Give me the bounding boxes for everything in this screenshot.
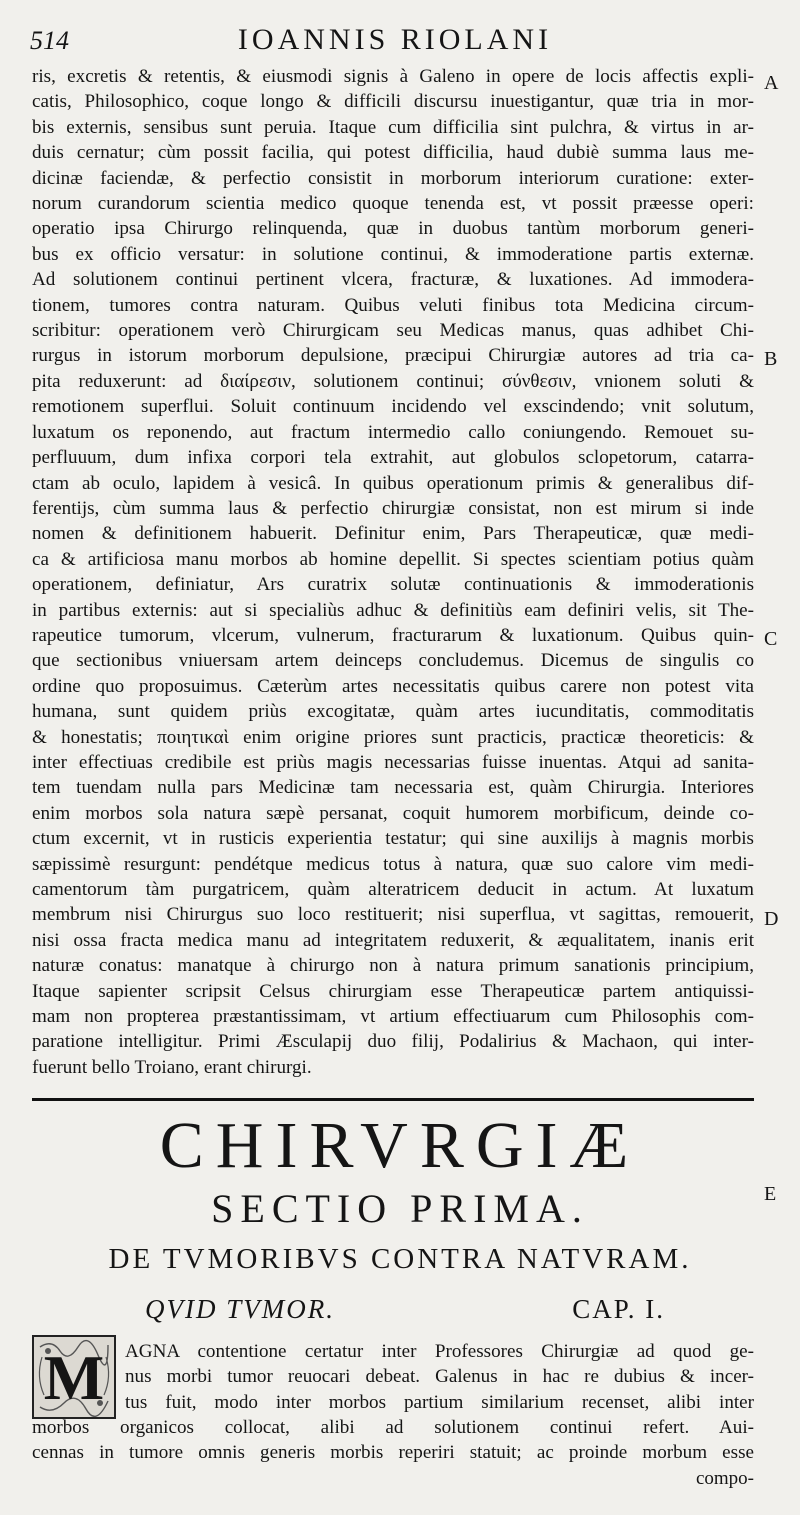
text-line: camentorum tàm purgatricem, quàm alteratricem deducit in actum. At luxatum: [32, 879, 754, 900]
text-line: nisi ossa fracta medica manu ad integritatem reduxerit, & æqualitatem, inanis erit: [32, 929, 754, 951]
text-line: tem tuendam nulla pars Medicinæ tam necessaria est, quàm Chirurgia. Interiores: [32, 777, 754, 799]
text-line: Itaque sapienter scripsit Celsus chirurgiam esse Therapeuticæ partem antiquissi-: [32, 980, 754, 1002]
text-line: pita reduxerunt: ad διαίρεσιν, solutionem continui; σύνθεσιν, vnionem soluti &: [32, 370, 754, 392]
text-line: duis cernatur; cùm possit facilia, qui potest difficilia, haud dubiè summa laus me-: [32, 142, 754, 164]
text-line: ferentijs, cùm summa laus & perfectio chirurgiæ consistat, non est mirum si inde: [32, 497, 754, 519]
section-title: CHIRVRGIÆ: [159, 1109, 641, 1182]
text-line: fuerunt bello Troiano, erant chirurgi.: [32, 1056, 312, 1078]
text-line: sæpissimè resurgunt: pendétque medicus totus à natura, quæ suo calore vim medi-: [32, 853, 754, 875]
text-line: tionem, tumores contra naturam. Quibus veluti finibus tota Medicina circum-: [32, 294, 754, 316]
text-line: tus fuit, modo inter morbos partium similarium recenset, alibi inter: [125, 1391, 754, 1413]
margin-letter-c: C: [764, 628, 778, 650]
text-line: ca & artificiosa manu morbos ab homine depellit. Si spectes scientiam potius quàm: [32, 548, 754, 570]
text-line: remotionem superflui. Soluit continuum incidendo vel exscindendo; vnit solutum,: [32, 396, 754, 418]
text-line: ctum excernit, vt in rusticis experientia testatur; qui sine auxilijs à magnis morbis: [32, 828, 754, 850]
decorated-drop-cap: [32, 1335, 116, 1419]
section-heading: DE TVMORIBVS CONTRA NATVRAM.: [108, 1243, 692, 1275]
running-head: IOANNIS RIOLANI: [237, 23, 553, 56]
text-line: operatio ipsa Chirurgo relinquenda, quæ in duobus tantùm morborum generi-: [32, 218, 754, 240]
section-divider-rule: [32, 1098, 754, 1101]
text-line: perfluuum, dum infixa corpori tela extrahit, aut globulos sclopetorum, catarra-: [32, 447, 754, 469]
main-paragraph: [32, 64, 754, 1080]
text-line: enim morbos sola natura sæpè persanat, coquit humorem morbificum, deinde co-: [32, 802, 754, 824]
margin-letter-a: A: [764, 72, 779, 94]
text-line: in partibus externis: aut si specialiùs adhuc & definitiùs eam definiri velis, sit The-: [32, 599, 754, 621]
text-line: mam non propterea præstantissimam, vt artium effectiuarum cum Philosophis com-: [32, 1006, 754, 1028]
chapter-continuation-lines: [32, 1415, 754, 1466]
text-line: catis, Philosophico, coque longo & difficili discursu inuestigantur, quæ tria in mor-: [32, 91, 754, 113]
text-line: cennas in tumore omnis generis morbis reperiri statuit; ac proinde morbum esse: [32, 1442, 754, 1464]
margin-letter-d: D: [764, 908, 779, 930]
text-line: scribitur: operationem verò Chirurgicam seu Medicas manus, quas adhibet Chi-: [32, 320, 754, 342]
text-line: naturæ conatus: manatque à chirurgo non à natura primum sanationis principium,: [32, 955, 754, 977]
chapter-number: CAP. I.: [572, 1294, 665, 1324]
text-line: bis externis, sensibus sunt peruia. Itaque cum difficilia sint pulchra, & virtus in ar-: [32, 116, 754, 138]
text-line: que sectionibus vniuersam artem deinceps concludemus. Dicemus de singulis co: [32, 650, 754, 672]
text-line: paratione intelligitur. Primi Æsculapij duo filij, Podalirius & Machaon, qui inter-: [32, 1031, 754, 1053]
text-line: ris, excretis & retentis, & eiusmodi signis à Galeno in opere de locis affectis expli-: [32, 66, 754, 87]
text-line: rapeutice tumorum, vlcerum, vulnerum, fracturarum & luxationum. Quibus quin-: [32, 624, 754, 646]
section-subtitle: SECTIO PRIMA.: [211, 1186, 589, 1231]
text-line: inter effectiuas credibile est priùs magis necessarias fuisse inuentas. Atqui ad sanita-: [32, 751, 754, 773]
text-line: nus morbi tumor reuocari debeat. Galenus in hac re dubius & incer-: [125, 1366, 754, 1388]
text-line: bus ex officio versatur: in solutione continui, & immoderatione partis externæ.: [32, 243, 754, 265]
catchword: compo-: [695, 1468, 754, 1489]
text-line: morbos organicos collocat, alibi ad solutionem continui refert. Aui-: [32, 1417, 754, 1438]
text-line: ordine quo proposuimus. Cæterùm artes necessitatis quibus carere non potest vita: [32, 675, 754, 697]
text-line: membrum nisi Chirurgus suo loco restituerit; nisi superflua, vt sagittas, remouerit,: [32, 904, 754, 926]
margin-letter-b: B: [764, 348, 778, 370]
page-number: 514: [30, 26, 69, 55]
text-line: Ad solutionem continui pertinent vlcera, fracturæ, & luxationes. Ad immodera-: [32, 269, 754, 291]
text-line: & honestatis; ποιητικαὶ enim origine priores sunt practicis, practicæ theoreticis: &: [32, 726, 754, 748]
text-line: AGNA contentione certatur inter Professores Chirurgiæ ad quod ge-: [125, 1341, 754, 1362]
text-line: humana, sunt quidem priùs excogitatæ, quàm artes iucunditatis, commoditatis: [32, 701, 754, 723]
page-header: [30, 18, 760, 68]
drop-cap-letter: M: [43, 1342, 105, 1413]
chapter-title: QVID TVMOR.: [145, 1294, 335, 1324]
chapter-heading: [145, 1294, 665, 1334]
text-line: norum curandorum scientia medico quoque tenenda est, vt possit præesse operi:: [32, 193, 754, 215]
text-line: operationem, definiatur, Ars curatrix solutæ continuationis & immoderationis: [32, 574, 754, 596]
text-line: rurgus in istorum morborum depulsione, præcipui Chirurgiæ autores ad tria ca-: [32, 345, 754, 367]
margin-letter-e: E: [764, 1183, 777, 1205]
text-line: luxatum os reponendo, aut fractum intermedio callo coniungendo. Remouet su-: [32, 421, 754, 443]
text-line: ctam ab oculo, lapidem à vesicâ. In quibus operationum primis & generalibus dif-: [32, 472, 754, 494]
chapter-opening-lines: [125, 1339, 754, 1415]
text-line: dicinæ faciendæ, & perfectio consistit in morborum interiorum curatione: exter-: [32, 167, 754, 189]
text-line: nomen & definitionem habuerit. Definitur enim, Pars Therapeuticæ, quæ medi-: [32, 523, 754, 545]
